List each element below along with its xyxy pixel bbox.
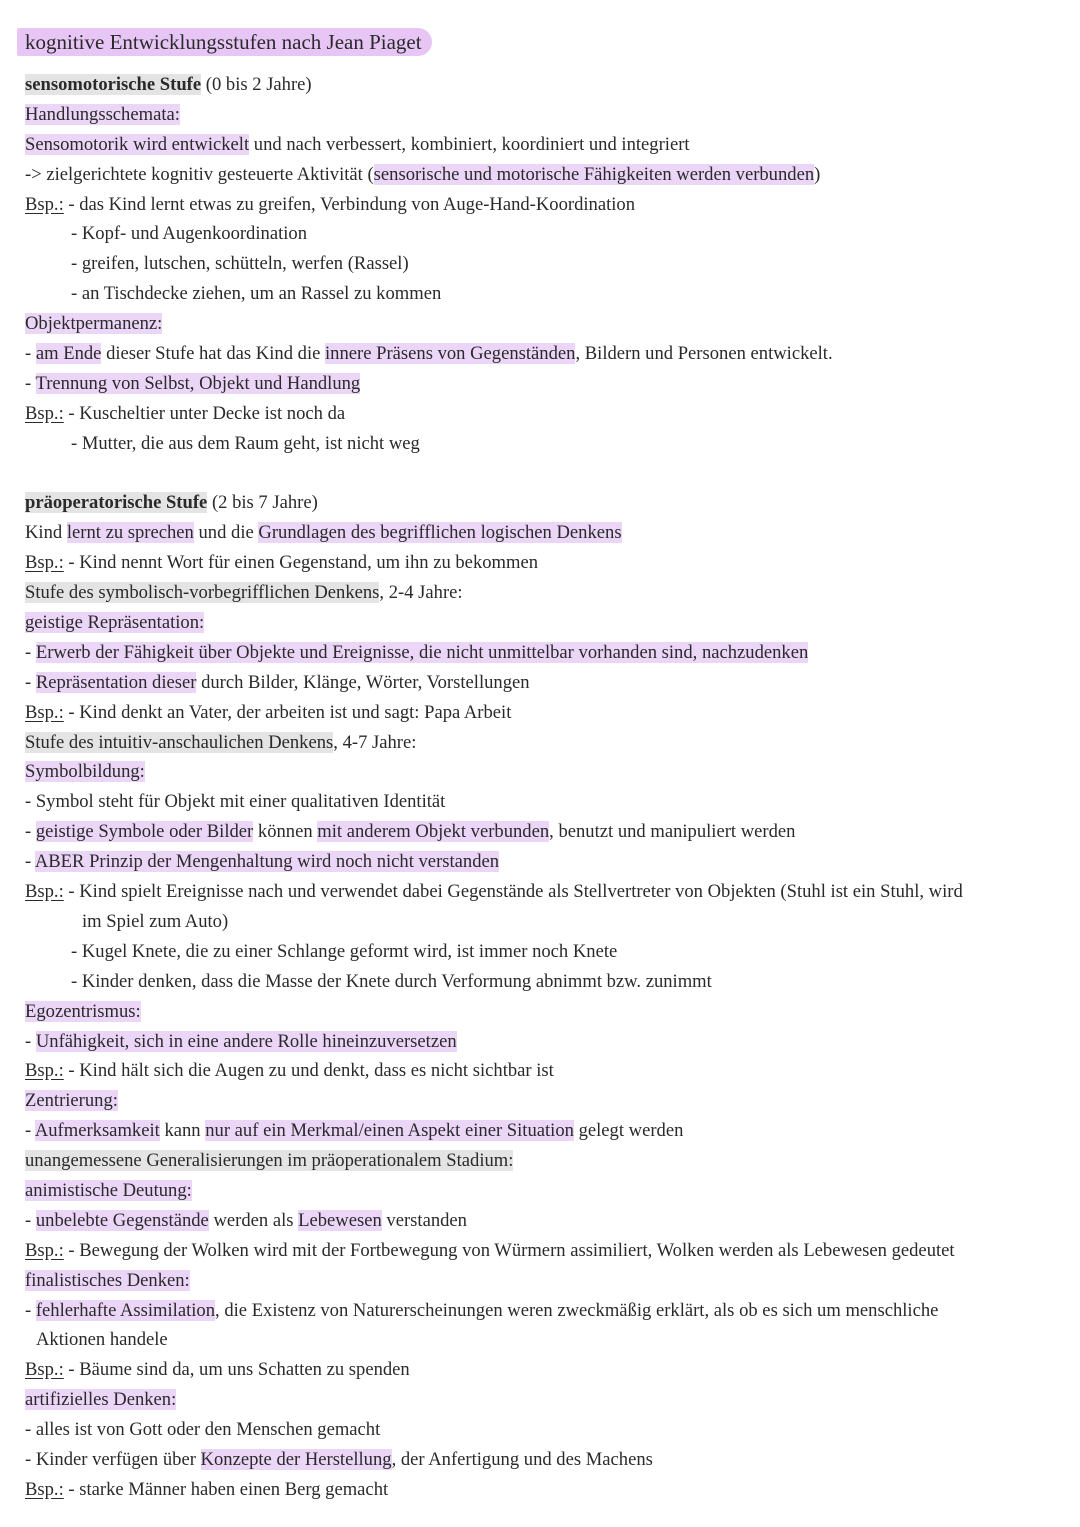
- text-line: - Trennung von Selbst, Objekt und Handlung: [25, 372, 361, 394]
- subheading: Egozentrismus:: [25, 1000, 141, 1022]
- example-line: Bsp.: - Bewegung der Wolken wird mit der Fortbewegung von Würmern assimiliert, Wolken werden als Lebewesen gedeutet: [25, 1239, 955, 1261]
- text-line: - fehlerhafte Assimilation, die Existenz von Naturerscheinungen weren zweckmäßig erklärt, als ob es sich um menschliche: [25, 1299, 939, 1321]
- section-heading-sensomotorisch: sensomotorische Stufe (0 bis 2 Jahre): [25, 74, 312, 95]
- stage-line: Stufe des symbolisch-vorbegrifflichen Denkens, 2-4 Jahre:: [25, 582, 463, 604]
- text-line: - ABER Prinzip der Mengenhaltung wird noch nicht verstanden: [25, 851, 500, 873]
- example-line: Bsp.: - Bäume sind da, um uns Schatten zu spenden: [25, 1359, 410, 1381]
- text-line: Sensomotorik wird entwickelt und nach verbessert, kombiniert, koordiniert und integriert: [25, 133, 690, 155]
- example-line: - an Tischdecke ziehen, um an Rassel zu kommen: [71, 283, 442, 305]
- subheading: Zentrierung:: [25, 1090, 118, 1112]
- text-line: - Symbol steht für Objekt mit einer qualitativen Identität: [25, 791, 446, 813]
- example-line: Bsp.: - Kind spielt Ereignisse nach und verwendet dabei Gegenstände als Stellvertreter von Objekten (Stuhl ist ein Stuhl, wird: [25, 881, 963, 903]
- text-line: Aktionen handele: [36, 1329, 168, 1351]
- example-line: Bsp.: - starke Männer haben einen Berg gemacht: [25, 1478, 389, 1500]
- subheading: artifizielles Denken:: [25, 1389, 177, 1411]
- example-line: Bsp.: - das Kind lernt etwas zu greifen, Verbindung von Auge-Hand-Koordination: [25, 193, 636, 215]
- text-line: - Unfähigkeit, sich in eine andere Rolle hineinzuversetzen: [25, 1030, 457, 1052]
- example-line: - Mutter, die aus dem Raum geht, ist nicht weg: [71, 432, 420, 454]
- text-line: - Aufmerksamkeit kann nur auf ein Merkmal/einen Aspekt einer Situation gelegt werden: [25, 1120, 684, 1142]
- text-line: - geistige Symbole oder Bilder können mit anderem Objekt verbunden, benutzt und manipuliert werden: [25, 821, 796, 843]
- example-line: - Kugel Knete, die zu einer Schlange geformt wird, ist immer noch Knete: [71, 940, 618, 962]
- text-line: - Erwerb der Fähigkeit über Objekte und Ereignisse, die nicht unmittelbar vorhanden sind, nachzudenken: [25, 641, 809, 663]
- example-line: im Spiel zum Auto): [82, 910, 229, 932]
- subheading: geistige Repräsentation:: [25, 612, 205, 634]
- example-line: Bsp.: - Kuscheltier unter Decke ist noch da: [25, 402, 346, 424]
- text-line: - Repräsentation dieser durch Bilder, Klänge, Wörter, Vorstellungen: [25, 671, 530, 693]
- example-line: Bsp.: - Kind hält sich die Augen zu und denkt, dass es nicht sichtbar ist: [25, 1060, 554, 1082]
- subheading: finalistisches Denken:: [25, 1269, 190, 1291]
- example-line: - Kinder denken, dass die Masse der Knete durch Verformung abnimmt bzw. zunimmt: [71, 970, 712, 992]
- text-line: - unbelebte Gegenstände werden als Lebewesen verstanden: [25, 1209, 467, 1231]
- subheading: Handlungsschemata:: [25, 103, 180, 125]
- example-line: Bsp.: - Kind nennt Wort für einen Gegenstand, um ihn zu bekommen: [25, 552, 539, 574]
- text-line: - am Ende dieser Stufe hat das Kind die innere Präsens von Gegenständen, Bildern und Personen entwickelt.: [25, 343, 833, 365]
- page-title: kognitive Entwicklungsstufen nach Jean Piaget: [17, 28, 432, 56]
- subheading: Symbolbildung:: [25, 761, 145, 783]
- example-line: - greifen, lutschen, schütteln, werfen (Rassel): [71, 253, 409, 275]
- document-body: [25, 70, 1075, 1505]
- section-heading-praeoperatorisch: präoperatorische Stufe (2 bis 7 Jahre): [25, 492, 318, 514]
- subheading: Objektpermanenz:: [25, 313, 163, 335]
- text-line: - alles ist von Gott oder den Menschen gemacht: [25, 1419, 381, 1441]
- text-line: Kind lernt zu sprechen und die Grundlagen des begrifflichen logischen Denkens: [25, 522, 622, 544]
- subheading: animistische Deutung:: [25, 1179, 192, 1201]
- example-line: - Kopf- und Augenkoordination: [71, 223, 307, 245]
- example-line: Bsp.: - Kind denkt an Vater, der arbeiten ist und sagt: Papa Arbeit: [25, 701, 512, 723]
- stage-line: unangemessene Generalisierungen im präoperationalem Stadium:: [25, 1150, 514, 1172]
- text-line: - Kinder verfügen über Konzepte der Herstellung, der Anfertigung und des Machens: [25, 1448, 653, 1470]
- stage-line: Stufe des intuitiv-anschaulichen Denkens, 4-7 Jahre:: [25, 731, 417, 753]
- text-line: -> zielgerichtete kognitiv gesteuerte Aktivität (sensorische und motorische Fähigkeiten werden verbunden): [25, 163, 821, 185]
